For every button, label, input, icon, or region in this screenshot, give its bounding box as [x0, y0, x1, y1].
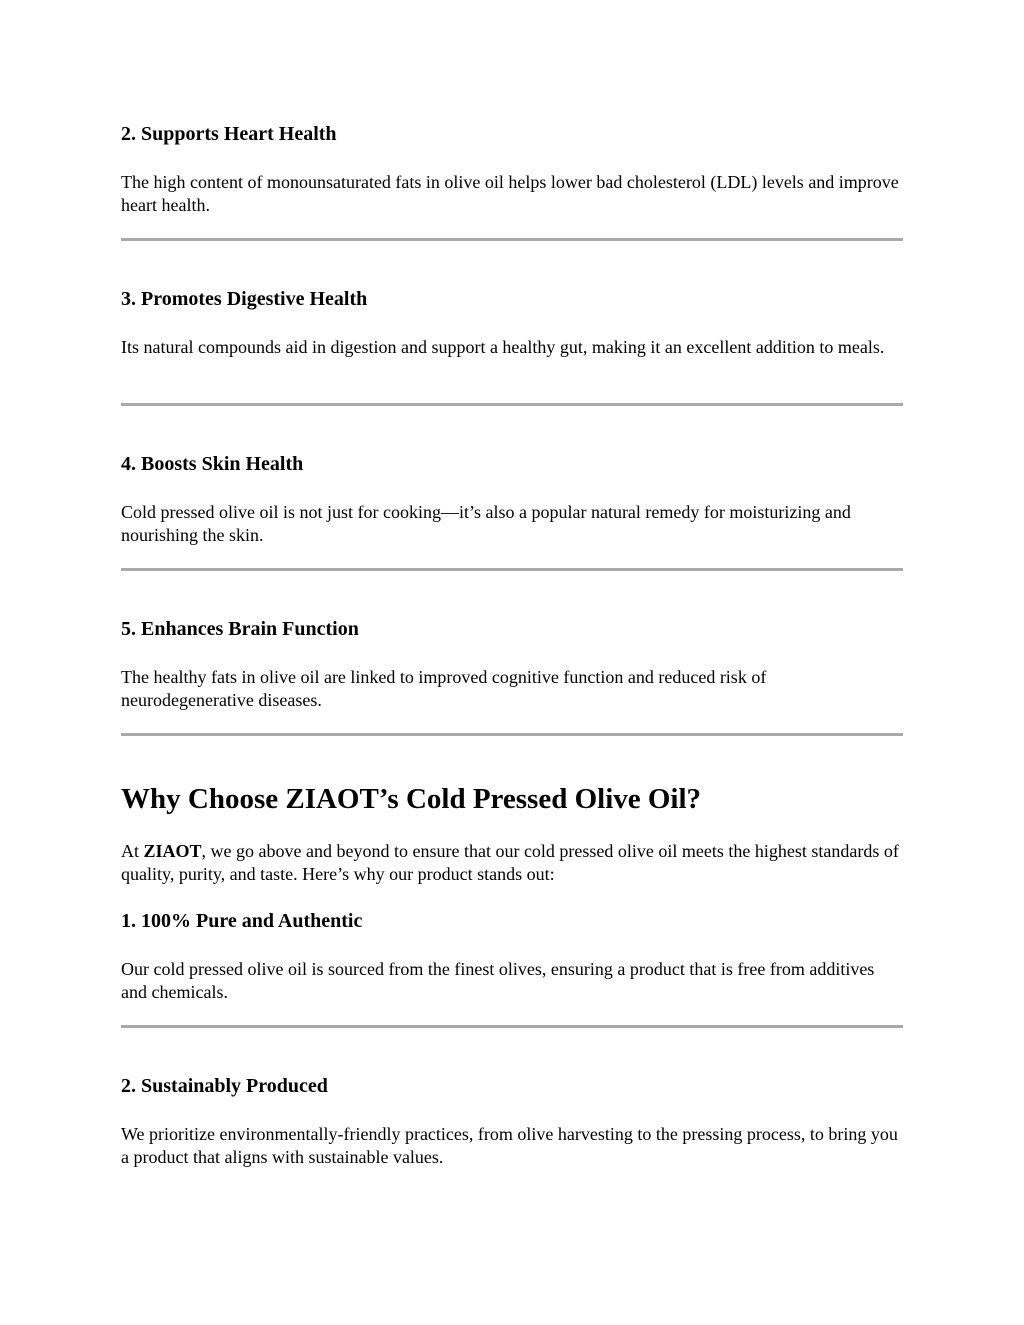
paragraph-why-intro	[121, 840, 903, 886]
heading-sustainably-produced: 2. Sustainably Produced	[121, 1075, 328, 1097]
paragraph-heart-health: The high content of monounsaturated fats in olive oil helps lower bad cholesterol (LDL) levels and improve heart health.	[121, 172, 899, 215]
divider	[121, 568, 903, 571]
divider	[121, 403, 903, 406]
heading-brain-function: 5. Enhances Brain Function	[121, 618, 359, 640]
paragraph-digestive-health: Its natural compounds aid in digestion and support a healthy gut, making it an excellent addition to meals.	[121, 337, 885, 357]
paragraph-sustainably-produced: We prioritize environmentally-friendly practices, from olive harvesting to the pressing process, to bring you a product that aligns with sustainable values.	[121, 1124, 898, 1167]
paragraph-pure-authentic: Our cold pressed olive oil is sourced from the finest olives, ensuring a product that is free from additives and chemicals.	[121, 959, 875, 1002]
brand-name: ZIAOT	[143, 841, 202, 861]
divider	[121, 733, 903, 736]
heading-why-choose: Why Choose ZIAOT’s Cold Pressed Olive Oil?	[121, 783, 702, 815]
paragraph-brain-function: The healthy fats in olive oil are linked to improved cognitive function and reduced risk of neurodegenerative diseases.	[121, 667, 767, 710]
paragraph-skin-health: Cold pressed olive oil is not just for cooking—it’s also a popular natural remedy for moisturizing and nourishing the skin.	[121, 502, 851, 545]
heading-pure-authentic: 1. 100% Pure and Authentic	[121, 910, 363, 932]
intro-prefix: At	[121, 841, 144, 861]
heading-digestive-health: 3. Promotes Digestive Health	[121, 288, 368, 310]
intro-rest: , we go above and beyond to ensure that our cold pressed olive oil meets the highest standards of quality, purity, and taste. Here’s why our product stands out:	[121, 841, 899, 884]
heading-skin-health: 4. Boosts Skin Health	[121, 453, 304, 475]
heading-heart-health: 2. Supports Heart Health	[121, 123, 337, 145]
divider	[121, 238, 903, 241]
divider	[121, 1025, 903, 1028]
